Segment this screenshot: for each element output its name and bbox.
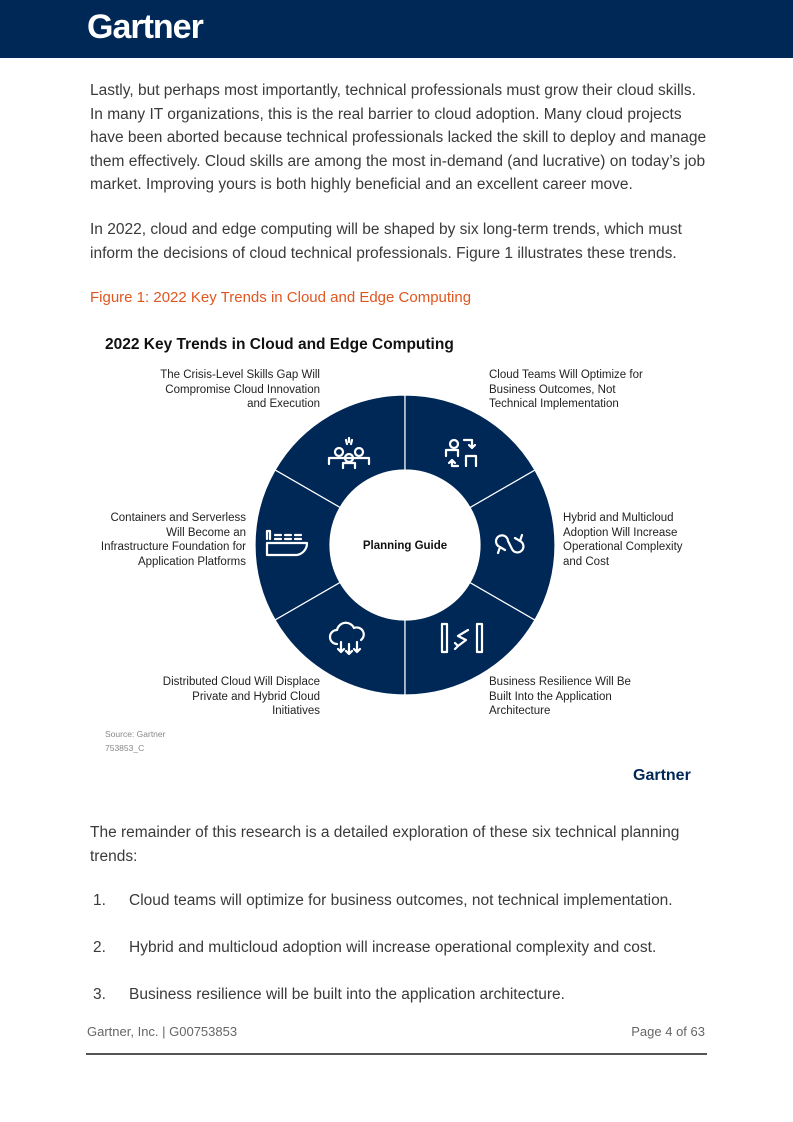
list-item bbox=[93, 892, 673, 910]
trend-label: Cloud Teams Will Optimize for Business Outcomes, Not Technical Implementation bbox=[489, 369, 643, 411]
list-text: Hybrid and multicloud adoption will increase operational complexity and cost. bbox=[129, 939, 657, 956]
header-bar bbox=[0, 0, 793, 58]
figure-source: Source: Gartner bbox=[105, 729, 166, 739]
footer-doc-id: Gartner, Inc. | G00753853 bbox=[87, 1024, 238, 1039]
list-text: Cloud teams will optimize for business outcomes, not technical implementation. bbox=[129, 892, 673, 909]
footer-divider bbox=[86, 1053, 707, 1055]
trend-label: Hybrid and Multicloud Adoption Will Increase Operational Complexity and Cost bbox=[563, 512, 683, 569]
figure-id: 753853_C bbox=[105, 743, 145, 753]
list-text: Business resilience will be built into the application architecture. bbox=[129, 986, 565, 1003]
list-number: 1. bbox=[93, 892, 106, 909]
trend-wheel bbox=[250, 390, 560, 700]
paragraph: In 2022, cloud and edge computing will be shaped by six long-term trends, which must inform the decisions of cloud technical professionals. Figure 1 illustrates these trends. bbox=[90, 221, 682, 262]
figure-caption: Figure 1: 2022 Key Trends in Cloud and Edge Computing bbox=[90, 289, 472, 306]
list-item bbox=[93, 986, 565, 1004]
trend-label: The Crisis-Level Skills Gap Will Compromise Cloud Innovation and Execution bbox=[160, 369, 320, 411]
trend-label: Containers and Serverless Will Become an Infrastructure Foundation for Application Platforms bbox=[100, 512, 246, 569]
paragraph: Lastly, but perhaps most importantly, technical professionals must grow their cloud skills. In many IT organizations, this is the real barrier to cloud adoption. Many cloud projects have been aborted because technical professionals lacked the skill to deploy and manage them effectively. Cloud skills are among the most in-demand (and lucrative) on today’s job market. Improving yours is both highly beneficial and an excellent career move. bbox=[90, 82, 707, 193]
trend-label: Business Resilience Will Be Built Into the Application Architecture bbox=[489, 676, 631, 718]
gartner-logo: Gartner bbox=[87, 8, 203, 46]
footer-page-number: Page 4 of 63 bbox=[631, 1024, 705, 1039]
trend-label: Distributed Cloud Will Displace Private and Hybrid Cloud Initiatives bbox=[162, 676, 320, 718]
center-label: Planning Guide bbox=[362, 540, 448, 552]
list-number: 3. bbox=[93, 986, 106, 1003]
list-number: 2. bbox=[93, 939, 106, 956]
list-item bbox=[93, 939, 656, 957]
paragraph: The remainder of this research is a detailed exploration of these six technical planning trends: bbox=[90, 824, 680, 865]
figure-title: 2022 Key Trends in Cloud and Edge Computing bbox=[105, 336, 454, 353]
gartner-figure-logo: Gartner bbox=[633, 767, 691, 784]
